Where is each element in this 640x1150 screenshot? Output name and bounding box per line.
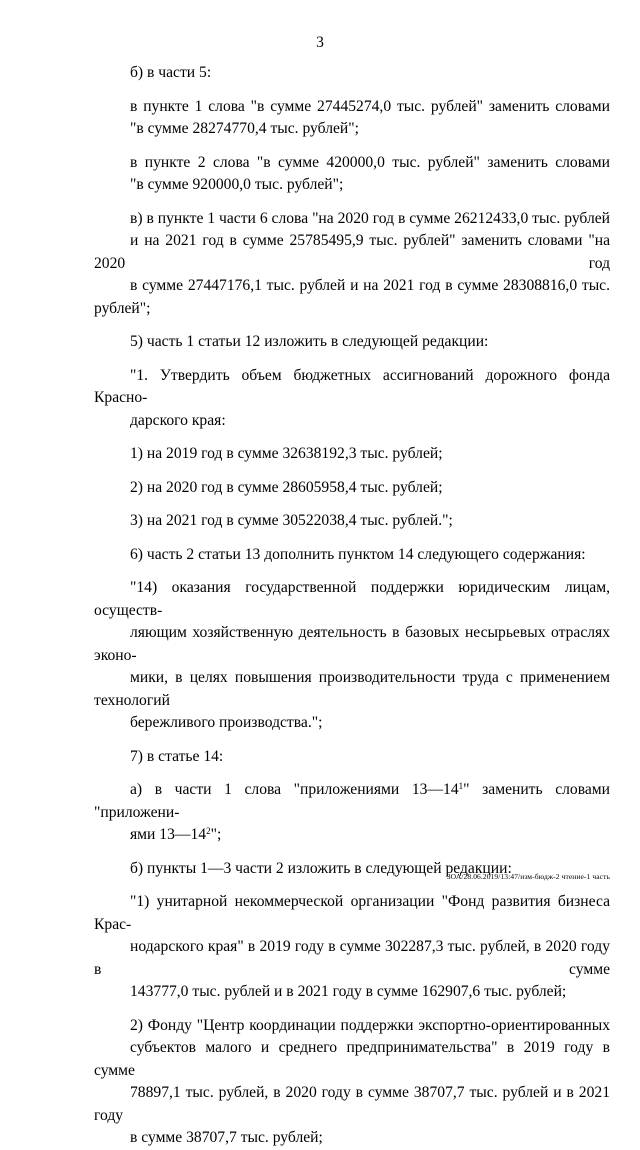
paragraph-line: ями $13—14^2$"; xyxy=(130,826,222,843)
paragraph-item-14 xyxy=(94,577,610,735)
paragraph-y2019 xyxy=(94,443,610,466)
paragraph-line: а) в части 1 слова "приложениями $13—14^1$" заменить словами "приложени- xyxy=(94,781,610,821)
paragraph-line: нодарского края" в 2019 году в сумме 302287,3 тыс. рублей, в 2020 году в сумме xyxy=(94,938,610,978)
paragraph-line: "1) унитарной некоммерческой организации "Фонд развития бизнеса Крас- xyxy=(94,893,610,933)
paragraph-y2020 xyxy=(94,477,610,500)
paragraph-line: и на 2021 год в сумме 25785495,9 тыс. рублей" заменить словами "на 2020 год xyxy=(94,232,610,272)
paragraph-line: "в сумме 920000,0 тыс. рублей"; xyxy=(130,176,344,193)
paragraph-line: 3) на 2021 год в сумме 30522038,4 тыс. рублей."; xyxy=(130,512,453,529)
paragraph-line: 7) в статье 14: xyxy=(130,747,224,765)
paragraph-line: 78897,1 тыс. рублей, в 2020 году в сумме 38707,7 тыс. рублей и в 2021 году xyxy=(94,1084,610,1124)
paragraph-line: ляющим хозяйственную деятельность в базовых несырьевых отраслях эконо- xyxy=(94,624,610,664)
paragraph-item-1 xyxy=(94,96,610,141)
paragraph-art-14 xyxy=(94,746,610,769)
paragraph-art-13 xyxy=(94,544,610,567)
paragraph-y2021 xyxy=(94,510,610,533)
paragraph-a-part-1 xyxy=(94,779,610,847)
superscript: 2 xyxy=(206,826,211,836)
paragraph-line: в пункте 1 слова "в сумме 27445274,0 тыс. рублей" заменить словами xyxy=(130,97,610,115)
document-body xyxy=(94,62,610,1150)
paragraph-group-2 xyxy=(94,858,610,1150)
paragraph-line: "в сумме 28274770,4 тыс. рублей"; xyxy=(130,120,359,137)
paragraph-b-part-5 xyxy=(94,62,610,85)
paragraph-group-1 xyxy=(94,62,610,768)
superscript: 1 xyxy=(458,781,464,791)
footer-stamp: ЗОА/28.06.2019/13:47/изм-бюдж-2 чтение-1 часть xyxy=(446,872,610,881)
paragraph-fund-1 xyxy=(94,891,610,1004)
paragraph-approve xyxy=(94,365,610,433)
paragraph-fund-2 xyxy=(94,1015,610,1150)
paragraph-line: мики, в целях повышения производительности труда с применением технологий xyxy=(94,669,610,709)
paragraph-line: "14) оказания государственной поддержки юридическим лицам, осуществ- xyxy=(94,579,610,619)
paragraph-line: б) пункты 1—3 части 2 изложить в следующей редакции: xyxy=(130,859,512,877)
paragraph-line: в) в пункте 1 части 6 слова "на 2020 год в сумме 26212433,0 тыс. рублей xyxy=(130,209,610,227)
paragraph-line: 2) Фонду "Центр координации поддержки экспортно-ориентированных xyxy=(130,1016,610,1034)
page-number: 3 xyxy=(316,34,324,51)
paragraph-art-12 xyxy=(94,331,610,354)
paragraph-line: "1. Утвердить объем бюджетных ассигнований дорожного фонда Красно- xyxy=(94,366,610,406)
paragraph-line: 2) на 2020 год в сумме 28605958,4 тыс. рублей; xyxy=(130,478,443,496)
paragraph-line: в пункте 2 слова "в сумме 420000,0 тыс. рублей" заменить словами xyxy=(130,153,610,171)
paragraph-line: дарского края: xyxy=(130,411,226,429)
paragraph-v-part-6 xyxy=(94,208,610,321)
paragraph-line: б) в части 5: xyxy=(130,64,212,81)
paragraph-line: субъектов малого и среднего предпринимательства" в 2019 году в сумме xyxy=(94,1039,610,1079)
paragraph-line: бережливого производства."; xyxy=(130,714,323,731)
paragraph-line: в сумме 38707,7 тыс. рублей; xyxy=(130,1129,323,1146)
paragraph-item-2 xyxy=(94,152,610,197)
paragraph-line: 1) на 2019 год в сумме 32638192,3 тыс. рублей; xyxy=(130,445,443,462)
paragraph-line: 5) часть 1 статьи 12 изложить в следующей редакции: xyxy=(130,333,489,350)
paragraph-line: 143777,0 тыс. рублей и в 2021 году в сумме 162907,6 тыс. рублей; xyxy=(130,983,567,1000)
paragraph-line: 6) часть 2 статьи 13 дополнить пунктом 14 следующего содержания: xyxy=(130,545,586,563)
paragraph-line: в сумме 27447176,1 тыс. рублей и на 2021 год в сумме 28308816,0 тыс. рублей"; xyxy=(94,277,610,317)
